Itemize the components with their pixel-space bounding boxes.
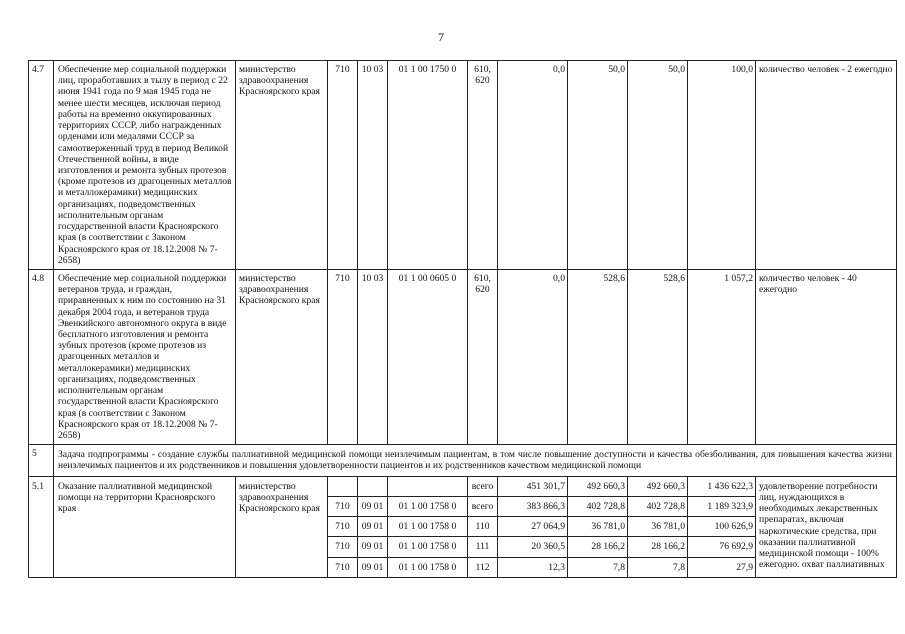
rzpr-code: 09 01 — [358, 557, 388, 577]
row-number: 5.1 — [29, 476, 54, 577]
csr-code: 01 1 00 1758 0 — [388, 496, 468, 516]
responsible-org: министерство здравоохранения Красноярского края — [236, 61, 328, 270]
task-row — [29, 445, 897, 476]
year2-amount: 28 166,2 — [568, 537, 628, 557]
csr-code — [388, 476, 468, 496]
year3-amount: 528,6 — [628, 269, 688, 444]
year2-amount: 402 728,8 — [568, 496, 628, 516]
vr-code: 610, 620 — [468, 269, 498, 444]
responsible-org: министерство здравоохранения Красноярского края — [236, 476, 328, 577]
vr-code: 112 — [468, 557, 498, 577]
expected-result: удовлетворение потребности лиц, нуждающихся в необходимых лекарственных препаратах, включая наркотические средства, при оказании паллиативной медицинской помощи - 100% ежегодно. охват паллиативных — [756, 476, 897, 577]
year3-amount: 402 728,8 — [628, 496, 688, 516]
grbs-code: 710 — [328, 269, 358, 444]
year3-amount: 36 781,0 — [628, 517, 688, 537]
vr-code: 110 — [468, 517, 498, 537]
csr-code: 01 1 00 1758 0 — [388, 557, 468, 577]
total-amount: 100 626,9 — [688, 517, 756, 537]
rzpr-code: 10 03 — [358, 269, 388, 444]
expected-result: количество человек - 2 ежегодно — [756, 61, 897, 270]
vr-code: всего — [468, 476, 498, 496]
total-amount: 1 436 622,3 — [688, 476, 756, 496]
vr-code: 610, 620 — [468, 61, 498, 270]
rzpr-code — [358, 476, 388, 496]
responsible-org: министерство здравоохранения Красноярского края — [236, 269, 328, 444]
total-amount: 1 189 323,9 — [688, 496, 756, 516]
row-number: 4.8 — [29, 269, 54, 444]
vr-code: всего — [468, 496, 498, 516]
grbs-code: 710 — [328, 517, 358, 537]
rzpr-code: 10 03 — [358, 61, 388, 270]
table-row — [29, 61, 897, 270]
expected-result: количество человек - 40 ежегодно — [756, 269, 897, 444]
rzpr-code: 09 01 — [358, 517, 388, 537]
table-row — [29, 476, 897, 496]
rzpr-code: 09 01 — [358, 496, 388, 516]
rzpr-code: 09 01 — [358, 537, 388, 557]
year1-amount: 0,0 — [498, 269, 568, 444]
grbs-code: 710 — [328, 496, 358, 516]
grbs-code: 710 — [328, 537, 358, 557]
year2-amount: 7,8 — [568, 557, 628, 577]
year2-amount: 492 660,3 — [568, 476, 628, 496]
year3-amount: 492 660,3 — [628, 476, 688, 496]
year1-amount: 27 064,9 — [498, 517, 568, 537]
total-amount: 100,0 — [688, 61, 756, 270]
year2-amount: 36 781,0 — [568, 517, 628, 537]
csr-code: 01 1 00 1758 0 — [388, 517, 468, 537]
year2-amount: 528,6 — [568, 269, 628, 444]
task-number: 5 — [29, 445, 54, 476]
grbs-code — [328, 476, 358, 496]
row-number: 4.7 — [29, 61, 54, 270]
total-amount: 1 057,2 — [688, 269, 756, 444]
activity-description: Обеспечение мер социальной поддержки лиц, проработавших в тылу в период с 22 июня 1941 года по 9 мая 1945 года не менее шести месяцев, исключая период работы на временно оккупированных территориях СССР, либо награжденных орденами или медалями СССР за самоотверженный труд в период Великой Отечественной войны, в виде изготовления и ремонта зубных протезов (кроме протезов из драгоценных металлов и металлокерамики) медицинских организациях, подведомственных исполнительным органам государственной власти Красноярского края (в соответствии с Законом Красноярского края от 18.12.2008 № 7-2658) — [54, 61, 236, 270]
task-text: Задача подпрограммы - создание службы паллиативной медицинской помощи неизлечимым пациентам, в том числе повышение доступности и качества обезболивания, для повышения качества жизни неизлечимых пациентов и их родственников и повышения удовлетворенности пациентов и их родственников качеством медицинской помощи — [54, 445, 897, 476]
year1-amount: 383 866,3 — [498, 496, 568, 516]
total-amount: 27,9 — [688, 557, 756, 577]
grbs-code: 710 — [328, 557, 358, 577]
program-activities-table — [28, 60, 897, 578]
page-number: 7 — [438, 30, 444, 44]
csr-code: 01 1 00 1758 0 — [388, 537, 468, 557]
year3-amount: 7,8 — [628, 557, 688, 577]
year1-amount: 451 301,7 — [498, 476, 568, 496]
csr-code: 01 1 00 1750 0 — [388, 61, 468, 270]
grbs-code: 710 — [328, 61, 358, 270]
year1-amount: 0,0 — [498, 61, 568, 270]
table-row — [29, 269, 897, 444]
year1-amount: 20 360,5 — [498, 537, 568, 557]
vr-code: 111 — [468, 537, 498, 557]
year3-amount: 28 166,2 — [628, 537, 688, 557]
year2-amount: 50,0 — [568, 61, 628, 270]
activity-description: Обеспечение мер социальной поддержки ветеранов труда, и граждан, приравненных к ним по состоянию на 31 декабря 2004 года, и ветеранов труда Эвенкийского автономного округа в виде бесплатного изготовления и ремонта зубных протезов (кроме протезов из драгоценных металлов и металлокерамики) медицинских организациях, подведомственных исполнительным органам государственной власти Красноярского края (в соответствии с Законом Красноярского края от 18.12.2008 № 7-2658) — [54, 269, 236, 444]
year3-amount: 50,0 — [628, 61, 688, 270]
total-amount: 76 692,9 — [688, 537, 756, 557]
year1-amount: 12,3 — [498, 557, 568, 577]
csr-code: 01 1 00 0605 0 — [388, 269, 468, 444]
activity-description: Оказание паллиативной медицинской помощи на территории Красноярского края — [54, 476, 236, 577]
